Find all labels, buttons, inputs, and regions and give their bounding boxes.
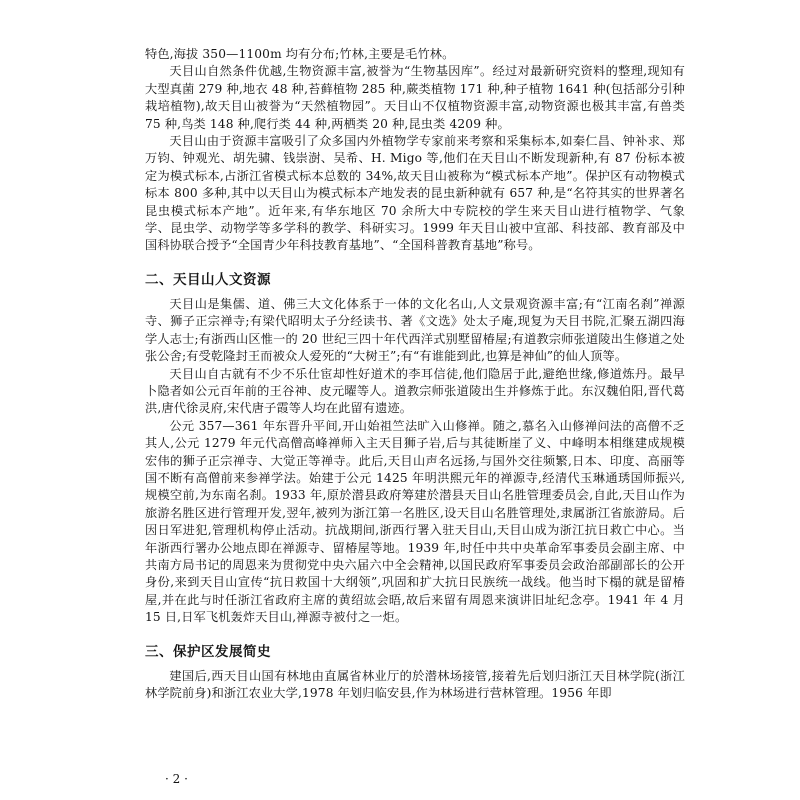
paragraph-type-specimens: 天目山由于资源丰富吸引了众多国内外植物学专家前来考察和采集标本,如秦仁昌、钟补求、郑万钧、钟观光、胡先骕、钱崇澍、吴希、H. Migo 等,他们在天目山不断发现新种,有 87 份标本被定为模式标本,占浙江省模式标本总数的 34%,故天目山被称为“模式标本产地”。保护区有动物模式标本 800 多种,其中以天目山为模式标本产地发表的昆虫新种就有 657 种,是“名符其实的世界著名昆虫模式标本产地”。近年来,有华东地区 70 余所大中专院校的学生来天目山进行植物学、气象学、昆虫学、动物学等多学科的教学、科研实习。1999 年天目山被中宣部、科技部、教育部及中国科协联合授予“全国青少年科技教育基地”、“全国科普教育基地”称号。: [145, 134, 685, 253]
paragraph-cultural-mountain: 天目山是集儒、道、佛三大文化体系于一体的文化名山,人文景观资源丰富;有“江南名刹”禅源寺、狮子正宗禅寺;有梁代昭明太子分经读书、著《文选》处太子庵,现复为天目书院,汇聚五湖四海学人志士;有浙西山区惟一的 20 世纪三四十年代西洋式别墅留椿屋;有道教宗师张道陵出生修道之处张公舍;有受乾隆封王而被众人爱死的“大树王”;有“有谁能到此,也算是神仙”的仙人顶等。: [145, 296, 685, 364]
paragraph-taoism: 天目山自古就有不少不乐仕宦却性好道术的李耳信徒,他们隐居于此,避绝世缘,修道炼丹。最早卜隐者如公元百年前的王谷神、皮元曜等人。道教宗师张道陵出生并修炼于此。东汉魏伯阳,晋代葛洪,唐代徐灵府,宋代唐子霞等人均在此留有遗迹。: [145, 366, 685, 416]
paragraph-post-1949: 建国后,西天目山国有林地由直属省林业厅的於潜林场接管,接着先后划归浙江天目林学院(浙江林学院前身)和浙江农业大学,1978 年划归临安县,作为林场进行营林管理。1956 年即: [145, 668, 685, 700]
paragraph-buddhism-history: 公元 357—361 年东晋升平间,开山始祖竺法旷入山修禅。随之,慕名入山修禅问法的高僧不乏其人,公元 1279 年元代高僧高峰禅师入主天目狮子岩,后与其徒断崖了义、中峰明本相继建成规模宏伟的狮子正宗禅寺、大觉正等禅寺。此后,天目山声名远扬,与国外交往频繁,日本、印度、高丽等国不断有高僧前来参禅学法。始建于公元 1425 年明洪熙元年的禅源寺,经清代玉琳通琇国师振兴,规模空前,为东南名刹。1933 年,原於潜县政府筹建於潜县天目山名胜管理委员会,自此,天目山作为旅游名胜区进行管理开发,翌年,被列为浙江第一名胜区,设天目山名胜管理处,隶属浙江省旅游局。后因日军进犯,管理机构停止活动。抗战期间,浙西行署入驻天目山,天目山成为浙江抗日救亡中心。当年浙西行署办公地点即在禅源寺、留椿屋等地。1939 年,时任中共中央革命军事委员会副主席、中共南方局书记的周恩来为贯彻党中央六届六中全会精神,以国民政府军事委员会政治部副部长的公开身份,来到天目山宣传“抗日救国十大纲领”,巩固和扩大抗日民族统一战线。他当时下榻的就是留椿屋,并在此与时任浙江省政府主席的黄绍竑会晤,故后来留有周恩来演讲旧址纪念亭。1941 年 4 月 15 日,日军飞机轰炸天目山,禅源寺被付之一炬。: [145, 418, 685, 625]
text-column: [145, 46, 685, 702]
page-number: · 2 ·: [165, 772, 188, 786]
section-heading-reserve-history: 三、保护区发展简史: [145, 643, 271, 660]
intro-line: 特色,海拔 350—1100m 均有分布;竹林,主要是毛竹林。: [145, 47, 455, 61]
paragraph-biodiversity: 天目山自然条件优越,生物资源丰富,被誉为“生物基因库”。经过对最新研究资料的整理,现知有大型真菌 279 种,地衣 48 种,苔藓植物 285 种,蕨类植物 171 种,种子植物 1641 种(包括部分引种栽培植物),故天目山被誉为“天然植物园”。天目山不仅植物资源丰富,动物资源也极其丰富,有兽类 75 种,鸟类 148 种,爬行类 44 种,两栖类 20 种,昆虫类 4209 种。: [145, 64, 685, 131]
section-heading-cultural-resources: 二、天目山人文资源: [145, 271, 271, 288]
